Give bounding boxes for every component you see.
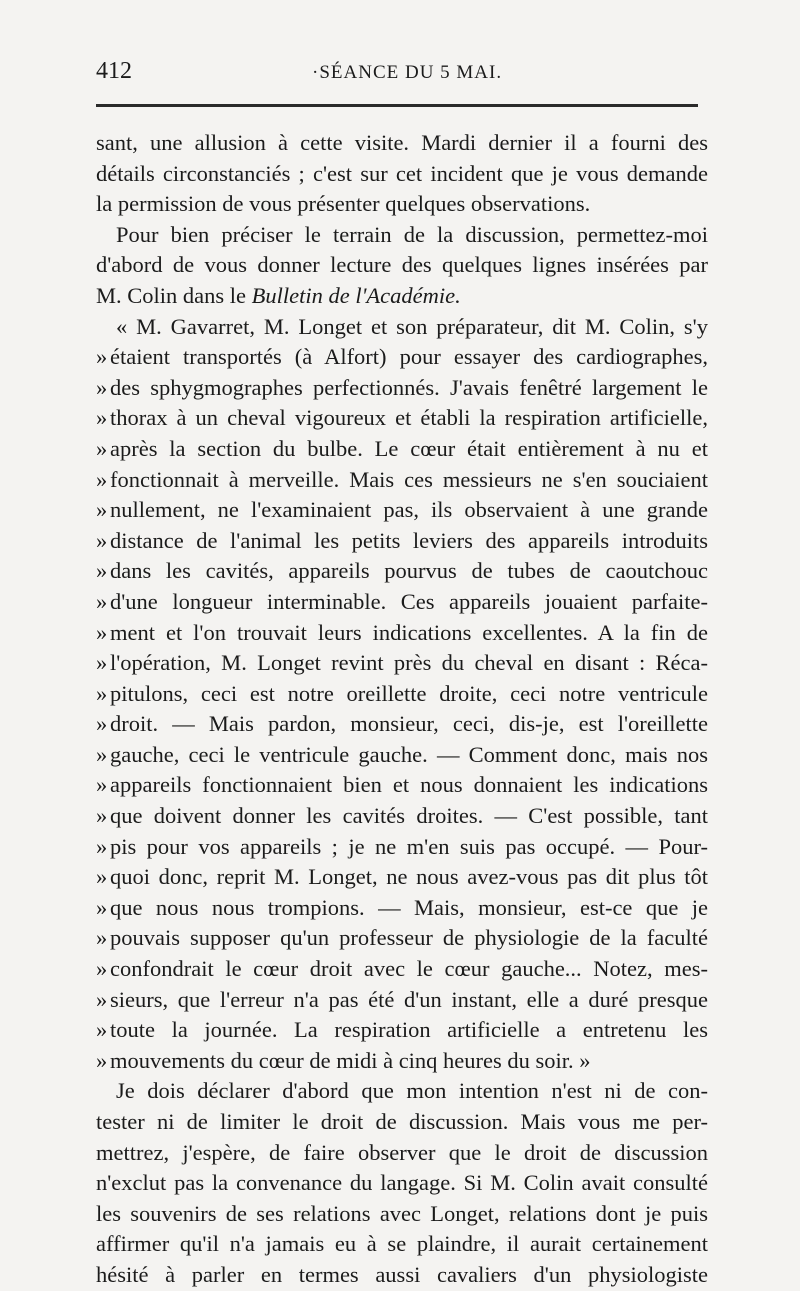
text-line: sant, une allusion à cette visite. Mardi dernier il a fourni des (96, 130, 708, 155)
quote-line (96, 770, 708, 801)
quote-text: confondrait le cœur droit avec le cœur gauche... Notez, mes- (110, 956, 708, 982)
quote-mark: » (96, 435, 108, 461)
quote-text: que doivent donner les cavités droites. — C'est possible, tant (110, 803, 708, 829)
quote-line (96, 342, 708, 373)
quote-mark: » (96, 925, 108, 951)
text-line: Je dois déclarer d'abord que mon intention n'est ni de con- (116, 1078, 708, 1104)
quote-line (96, 801, 708, 832)
quote-line (96, 709, 708, 740)
quote-mark: » (96, 619, 108, 645)
text-line: hésité à parler en termes aussi cavaliers d'un physiologiste (96, 1261, 708, 1287)
quote-mark: » (96, 405, 108, 431)
quote-line (96, 923, 708, 954)
quote-mark: » (96, 986, 108, 1012)
quote-text: l'opération, M. Longet revint près du cheval en disant : Réca- (110, 650, 708, 676)
quote-mark: » (96, 650, 108, 676)
text-line: détails circonstanciés ; c'est sur cet incident que je vous demande (96, 160, 708, 186)
quote-mark: » (96, 956, 108, 982)
quote-line (96, 832, 708, 863)
quote-line (96, 893, 708, 924)
quote-text: thorax à un cheval vigoureux et établi la respiration artificielle, (110, 405, 708, 431)
quote-text: étaient transportés (à Alfort) pour essayer des cardiographes, (110, 344, 708, 370)
quote-text: pis pour vos appareils ; je ne m'en suis pas occupé. — Pour- (110, 833, 708, 859)
quote-text: des sphygmographes perfectionnés. J'avais fenêtré largement le (110, 374, 708, 400)
text-line (96, 281, 708, 312)
quote-text: gauche, ceci le ventricule gauche. — Comment donc, mais nos (110, 741, 708, 767)
quote-mark: » (96, 466, 108, 492)
page-header (96, 58, 708, 98)
text-line: tester ni de limiter le droit de discussion. Mais vous me per- (96, 1109, 708, 1134)
quote-text: pitulons, ceci est notre oreillette droite, ceci notre ventricule (110, 680, 708, 706)
quote-mark: » (96, 741, 108, 767)
quote-mark: » (96, 374, 108, 400)
running-title: ·SÉANCE DU 5 MAI. (312, 62, 503, 83)
header-rule (96, 104, 698, 107)
quote-line (96, 679, 708, 710)
quote-mark: » (96, 497, 108, 523)
quote-text: après la section du bulbe. Le cœur était entièrement à nu et (110, 435, 708, 461)
quote-line (96, 434, 708, 465)
quote-line (96, 373, 708, 404)
quote-text: droit. — Mais pardon, monsieur, ceci, dis-je, est l'oreillette (110, 711, 708, 737)
quote-line (96, 862, 708, 893)
quote-line (96, 495, 708, 526)
bulletin-title: Bulletin de l'Académie. (251, 282, 461, 308)
quote-text: ment et l'on trouvait leurs indications excellentes. A la fin de (110, 619, 708, 645)
quote-text: dans les cavités, appareils pourvus de tubes de caoutchouc (110, 558, 708, 584)
quote-mark: » (96, 772, 108, 798)
quote-text: distance de l'animal les petits leviers des appareils introduits (110, 527, 708, 553)
quote-line (96, 740, 708, 771)
quote-mark: » (96, 344, 108, 370)
text-line: affirmer qu'il n'a jamais eu à se plaindre, il aurait certainement (96, 1231, 708, 1257)
quote-line (96, 985, 708, 1016)
quote-line (96, 954, 708, 985)
quote-line (96, 1015, 708, 1046)
quote-line (96, 587, 708, 618)
quote-mark: » (96, 588, 108, 614)
text-line: n'exclut pas la convenance du langage. Si M. Colin avait consulté (96, 1170, 708, 1196)
quote-mark: » (96, 833, 108, 859)
body-text (96, 128, 708, 1291)
quote-line (96, 648, 708, 679)
text-line: mettrez, j'espère, de faire observer que le droit de discussion (96, 1139, 708, 1165)
text-line: Pour bien préciser le terrain de la discussion, permettez-moi (116, 221, 708, 247)
quote-text: pouvais supposer qu'un professeur de physiologie de la faculté (110, 925, 708, 951)
page-number: 412 (96, 58, 132, 84)
text-line: d'abord de vous donner lecture des quelques lignes insérées par (96, 252, 708, 278)
quote-line (96, 618, 708, 649)
quote-line (96, 556, 708, 587)
text-line: la permission de vous présenter quelques observations. (96, 191, 591, 217)
quote-mark: » (96, 803, 108, 829)
quote-line (96, 1046, 708, 1077)
quote-line (96, 526, 708, 557)
quote-text: sieurs, que l'erreur n'a pas été d'un instant, elle a duré presque (110, 986, 708, 1012)
quote-text: nullement, ne l'examinaient pas, ils observaient à une grande (110, 497, 708, 523)
quote-text: mouvements du cœur de midi à cinq heures du soir. » (110, 1047, 591, 1073)
quote-text: appareils fonctionnaient bien et nous donnaient les indications (110, 772, 708, 798)
quote-mark: » (96, 1047, 108, 1073)
quote-mark: » (96, 680, 108, 706)
quote-mark: » (96, 894, 108, 920)
text-fragment: M. Colin dans le (96, 282, 246, 308)
quote-line (96, 403, 708, 434)
quote-text: d'une longueur interminable. Ces appareils jouaient parfaite- (110, 588, 708, 614)
quote-text: que nous nous trompions. — Mais, monsieur, est-ce que je (110, 894, 708, 920)
quote-mark: » (96, 864, 108, 890)
quote-line: « M. Gavarret, M. Longet et son préparateur, dit M. Colin, s'y (116, 313, 708, 339)
quote-text: fonctionnait à merveille. Mais ces messieurs ne s'en souciaient (110, 466, 708, 492)
quote-mark: » (96, 558, 108, 584)
text-line: les souvenirs de ses relations avec Longet, relations dont je puis (96, 1200, 708, 1226)
quote-line (96, 465, 708, 496)
quote-mark: » (96, 527, 108, 553)
quote-text: toute la journée. La respiration artificielle a entretenu les (110, 1017, 708, 1043)
quote-mark: » (96, 1017, 108, 1043)
quote-text: quoi donc, reprit M. Longet, ne nous avez-vous pas dit plus tôt (110, 864, 708, 890)
quote-mark: » (96, 711, 108, 737)
